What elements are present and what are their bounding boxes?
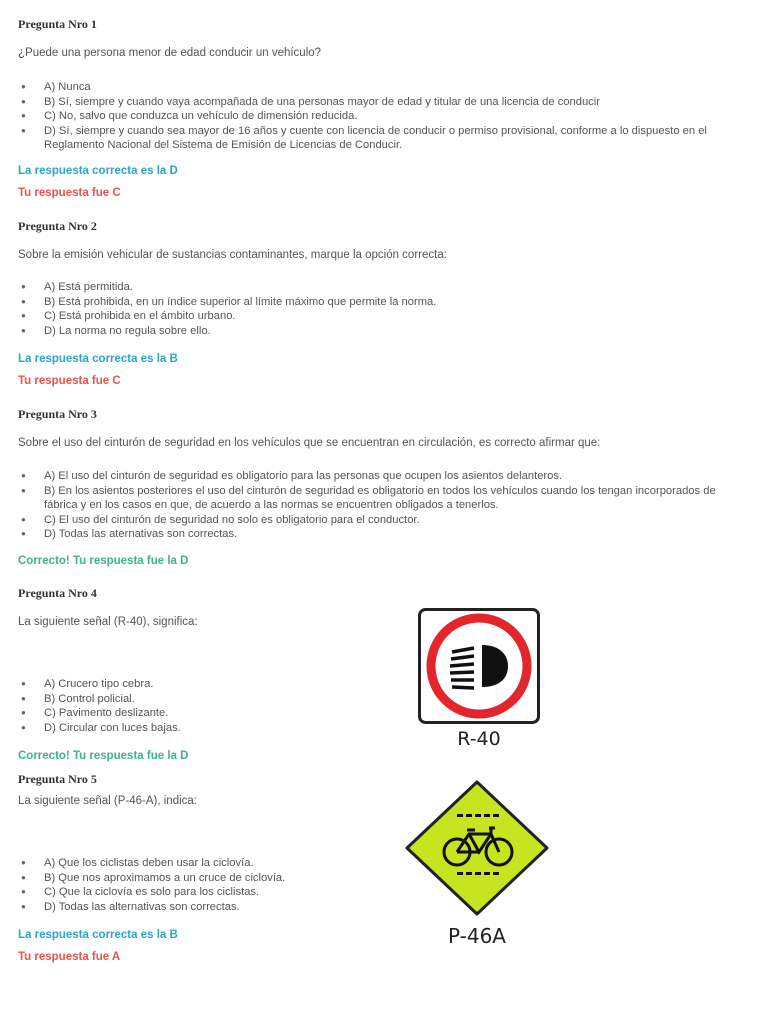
option-a: ● A) Nunca bbox=[18, 80, 748, 95]
option-b: ● B) Control policial. bbox=[18, 692, 398, 707]
sign-code-label: R-40 bbox=[457, 728, 501, 750]
question-2-options bbox=[18, 280, 748, 338]
question-4-options bbox=[18, 677, 398, 735]
option-c: ● C) El uso del cinturón de seguridad no solo es obligatorio para el conductor. bbox=[18, 513, 748, 528]
bicycle-icon bbox=[403, 778, 551, 918]
question-1-title: Pregunta Nro 1 bbox=[18, 17, 97, 31]
question-2-title: Pregunta Nro 2 bbox=[18, 219, 97, 233]
option-d: ● D) Circular con luces bajas. bbox=[18, 721, 398, 736]
your-answer-text: Tu respuesta fue A bbox=[18, 951, 121, 963]
question-1-text: ¿Puede una persona menor de edad conducir un vehículo? bbox=[18, 47, 322, 59]
option-b: ● B) Sí, siempre y cuando vaya acompañada de una personas mayor de edad y titular de una licencia de conducir bbox=[18, 95, 748, 110]
question-5-options bbox=[18, 856, 398, 914]
option-c: ● C) No, salvo que conduzca un vehículo de dimensión reducida. bbox=[18, 109, 748, 124]
question-3-options bbox=[18, 469, 748, 542]
r40-sign bbox=[418, 608, 540, 724]
correct-answer-text: La respuesta correcta es la B bbox=[18, 929, 178, 941]
low-beam-headlight-icon bbox=[418, 608, 540, 724]
p46a-sign bbox=[403, 778, 551, 918]
question-5-title: Pregunta Nro 5 bbox=[18, 772, 97, 786]
option-a: ● A) Crucero tipo cebra. bbox=[18, 677, 398, 692]
option-a: ● A) Está permitida. bbox=[18, 280, 748, 295]
option-d: ● D) La norma no regula sobre ello. bbox=[18, 324, 748, 339]
result-text: Correcto! Tu respuesta fue la D bbox=[18, 555, 189, 567]
result-text: Correcto! Tu respuesta fue la D bbox=[18, 750, 189, 762]
option-d: ● D) Sí, siempre y cuando sea mayor de 16 años y cuente con licencia de conducir o permiso provisional, conforme a lo dispuesto en el Reglamento Nacional del Sistema de Emisión de Licencias de Conducir. bbox=[18, 124, 748, 153]
option-c: ● C) Pavimento deslizante. bbox=[18, 706, 398, 721]
question-4-title: Pregunta Nro 4 bbox=[18, 586, 97, 600]
option-a: ● A) El uso del cinturón de seguridad es obligatorio para las personas que ocupen los asientos delanteros. bbox=[18, 469, 748, 484]
your-answer-text: Tu respuesta fue C bbox=[18, 187, 121, 199]
option-b: ● B) Está prohibida, en un índice superior al límite máximo que permite la norma. bbox=[18, 295, 748, 310]
option-d: ● D) Todas las aternativas son correctas. bbox=[18, 527, 748, 542]
sign-code-label: P-46A bbox=[448, 924, 506, 948]
question-2-text: Sobre la emisión vehicular de sustancias contaminantes, marque la opción correcta: bbox=[18, 249, 447, 261]
question-1-options bbox=[18, 80, 748, 153]
option-b: ● B) Que nos aproximamos a un cruce de ciclovía. bbox=[18, 871, 398, 886]
option-a: ● A) Que los ciclistas deben usar la ciclovía. bbox=[18, 856, 398, 871]
option-c: ● C) Que la ciclovía es solo para los ciclistas. bbox=[18, 885, 398, 900]
correct-answer-text: La respuesta correcta es la D bbox=[18, 165, 178, 177]
correct-answer-text: La respuesta correcta es la B bbox=[18, 353, 178, 365]
question-3-text: Sobre el uso del cinturón de seguridad en los vehículos que se encuentran en circulación, es correcto afirmar que: bbox=[18, 437, 601, 449]
question-4-text: La siguiente señal (R-40), significa: bbox=[18, 616, 198, 628]
question-3-title: Pregunta Nro 3 bbox=[18, 407, 97, 421]
question-5-text: La siguiente señal (P-46-A), indica: bbox=[18, 795, 197, 807]
option-c: ● C) Está prohibida en el ámbito urbano. bbox=[18, 309, 748, 324]
option-b: ● B) En los asientos posteriores el uso del cinturón de seguridad es obligatorio en todos los vehículos cuando los tengan incorporados de fábrica y en los casos en que, de acuerdo a las normas se encuentren obligados a tenerlos. bbox=[18, 484, 748, 513]
option-d: ● D) Todas las alternativas son correctas. bbox=[18, 900, 398, 915]
your-answer-text: Tu respuesta fue C bbox=[18, 375, 121, 387]
